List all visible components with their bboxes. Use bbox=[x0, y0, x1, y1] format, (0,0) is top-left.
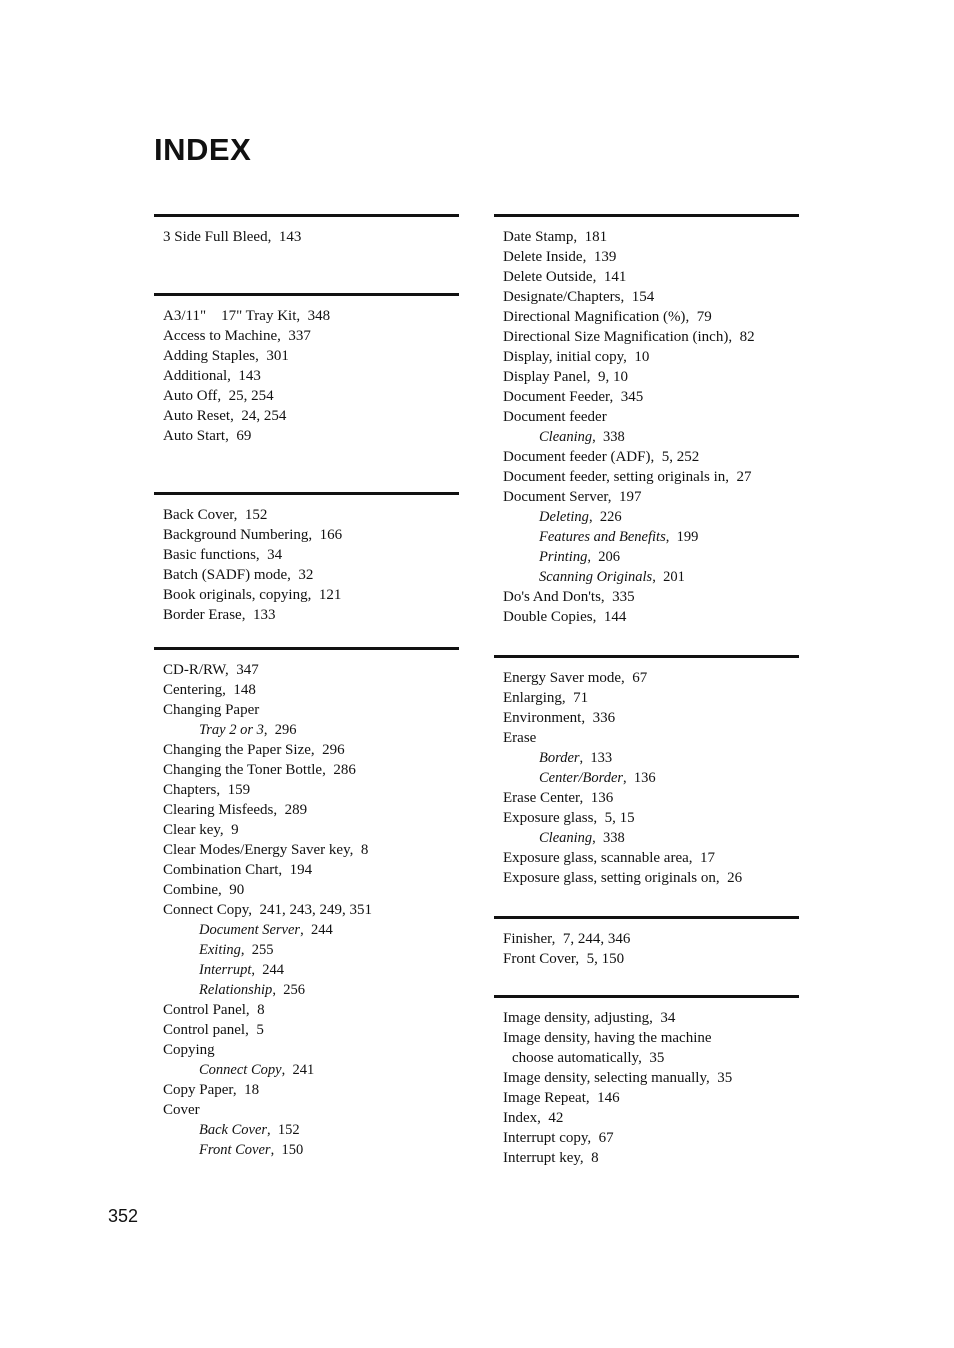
index-subentry bbox=[503, 828, 799, 848]
entry-term: Exposure glass bbox=[503, 810, 594, 826]
index-entry bbox=[503, 1128, 799, 1148]
entry-term: Copy Paper bbox=[163, 1082, 233, 1098]
entry-term: Image Repeat bbox=[503, 1090, 586, 1106]
entry-term: Directional Magnification (%) bbox=[503, 309, 686, 325]
subentry-term: Center/Border bbox=[539, 770, 624, 786]
index-entry bbox=[503, 247, 799, 267]
entry-term: Designate/Chapters bbox=[503, 289, 621, 305]
index-entry bbox=[503, 868, 799, 888]
entry-term: Book originals, copying bbox=[163, 587, 308, 603]
entry-pages: , 24, 254 bbox=[230, 408, 286, 424]
entry-pages: , 35 bbox=[638, 1050, 664, 1066]
entry-pages: , 8 bbox=[350, 842, 369, 858]
entry-pages: , 336 bbox=[581, 710, 615, 726]
entry-pages: , 8 bbox=[580, 1150, 599, 1166]
index-subentry bbox=[163, 1060, 459, 1080]
entry-term: Image density, adjusting bbox=[503, 1010, 650, 1026]
index-entry bbox=[163, 1000, 459, 1020]
entry-term: Chapters bbox=[163, 782, 217, 798]
entry-term: Erase Center bbox=[503, 790, 580, 806]
entry-term: Connect Copy bbox=[163, 902, 249, 918]
entry-pages: , 166 bbox=[308, 527, 342, 543]
index-entry bbox=[503, 1028, 799, 1048]
index-entry bbox=[163, 366, 459, 386]
entry-pages: , 35 bbox=[706, 1070, 732, 1086]
entry-term: Interrupt key bbox=[503, 1150, 580, 1166]
index-entry bbox=[503, 487, 799, 507]
entry-term: CD-R/RW bbox=[163, 662, 225, 678]
entry-pages: , 133 bbox=[242, 607, 276, 623]
entry-pages: , 34 bbox=[256, 547, 282, 563]
subentry-pages: , 150 bbox=[271, 1142, 304, 1158]
entry-pages: , 10 bbox=[623, 349, 649, 365]
index-entry bbox=[503, 1088, 799, 1108]
subentry-pages: , 226 bbox=[589, 509, 622, 525]
index-entry bbox=[503, 949, 799, 969]
entry-term: Additional bbox=[163, 368, 228, 384]
index-entry bbox=[503, 447, 799, 467]
index-entry bbox=[503, 808, 799, 828]
entry-term: Auto Off bbox=[163, 388, 218, 404]
index-subentry bbox=[163, 1140, 459, 1160]
index-entry bbox=[163, 900, 459, 920]
index-entry bbox=[163, 1040, 459, 1060]
subentry-pages: , 255 bbox=[241, 942, 274, 958]
entry-pages: , 348 bbox=[296, 308, 330, 324]
index-entry bbox=[163, 700, 459, 720]
index-entry bbox=[163, 406, 459, 426]
index-entry bbox=[503, 1068, 799, 1088]
entry-term: Erase bbox=[503, 730, 537, 746]
entry-term: Interrupt copy bbox=[503, 1130, 588, 1146]
index-subentry bbox=[503, 527, 799, 547]
entry-pages: , 7, 244, 346 bbox=[552, 931, 631, 947]
index-subentry bbox=[163, 920, 459, 940]
index-entry bbox=[163, 740, 459, 760]
entry-pages: , 335 bbox=[601, 589, 635, 605]
subentry-pages: , 133 bbox=[580, 750, 613, 766]
index-section bbox=[494, 655, 799, 888]
index-entry bbox=[503, 1148, 799, 1168]
entry-term: Adding Staples bbox=[163, 348, 256, 364]
entry-term: Centering bbox=[163, 682, 223, 698]
entry-pages: , 241, 243, 249, 351 bbox=[248, 902, 372, 918]
subentry-pages: , 136 bbox=[623, 770, 656, 786]
entry-pages: , 69 bbox=[225, 428, 251, 444]
entry-pages: , 34 bbox=[649, 1010, 675, 1026]
subentry-pages: , 338 bbox=[592, 830, 625, 846]
index-entry bbox=[503, 267, 799, 287]
index-subentry bbox=[503, 427, 799, 447]
index-entry bbox=[503, 467, 799, 487]
entry-pages: , 347 bbox=[225, 662, 259, 678]
index-entry bbox=[163, 505, 459, 525]
index-entry bbox=[163, 326, 459, 346]
subentry-term: Connect Copy bbox=[199, 1062, 282, 1078]
entry-pages: , 5 bbox=[245, 1022, 264, 1038]
entry-term: Display, initial copy bbox=[503, 349, 624, 365]
index-entry bbox=[503, 227, 799, 247]
index-entry bbox=[163, 1100, 459, 1120]
index-entry bbox=[163, 585, 459, 605]
index-column-left bbox=[154, 214, 459, 1160]
entry-term: Changing the Paper Size bbox=[163, 742, 311, 758]
entry-term: Document feeder bbox=[503, 409, 607, 425]
entry-pages: , 143 bbox=[227, 368, 261, 384]
index-section bbox=[154, 214, 459, 247]
entry-term: Display Panel bbox=[503, 369, 587, 385]
subentry-term: Tray 2 or 3 bbox=[199, 722, 264, 738]
subentry-term: Relationship bbox=[199, 982, 273, 998]
entry-term: Background Numbering bbox=[163, 527, 309, 543]
entry-pages: , 9, 10 bbox=[587, 369, 628, 385]
index-entry bbox=[503, 347, 799, 367]
entry-pages: , 136 bbox=[579, 790, 613, 806]
index-section bbox=[154, 647, 459, 1160]
index-entry bbox=[503, 688, 799, 708]
entry-term: Directional Size Magnification (inch) bbox=[503, 329, 729, 345]
index-entry bbox=[163, 426, 459, 446]
subentry-pages: , 244 bbox=[300, 922, 333, 938]
entry-term: Energy Saver mode bbox=[503, 670, 622, 686]
index-entry bbox=[503, 788, 799, 808]
entry-pages: , 67 bbox=[587, 1130, 613, 1146]
index-entry bbox=[503, 607, 799, 627]
index-entry bbox=[503, 708, 799, 728]
subentry-term: Front Cover bbox=[199, 1142, 271, 1158]
entry-term: Border Erase bbox=[163, 607, 242, 623]
index-subentry bbox=[503, 567, 799, 587]
entry-pages: , 90 bbox=[218, 882, 244, 898]
index-entry bbox=[503, 407, 799, 427]
entry-pages: , 345 bbox=[609, 389, 643, 405]
subentry-pages: , 206 bbox=[587, 549, 620, 565]
entry-term: Delete Outside bbox=[503, 269, 593, 285]
entry-term: choose automatically bbox=[512, 1050, 639, 1066]
index-section bbox=[494, 214, 799, 627]
index-subentry bbox=[163, 940, 459, 960]
index-entry bbox=[503, 1008, 799, 1028]
entry-term: Auto Start bbox=[163, 428, 226, 444]
index-entry bbox=[163, 680, 459, 700]
index-entry bbox=[163, 760, 459, 780]
subentry-term: Exiting bbox=[199, 942, 241, 958]
index-entry bbox=[503, 728, 799, 748]
index-entry bbox=[163, 545, 459, 565]
index-subentry bbox=[503, 768, 799, 788]
index-entry bbox=[163, 525, 459, 545]
subentry-pages: , 244 bbox=[251, 962, 284, 978]
entry-term: Changing the Toner Bottle bbox=[163, 762, 323, 778]
index-subentry bbox=[163, 720, 459, 740]
index-entry bbox=[163, 780, 459, 800]
subentry-term: Deleting bbox=[539, 509, 589, 525]
entry-pages: , 17 bbox=[689, 850, 715, 866]
entry-pages: , 18 bbox=[233, 1082, 259, 1098]
entry-term: Back Cover bbox=[163, 507, 234, 523]
subentry-term: Back Cover bbox=[199, 1122, 268, 1138]
index-entry bbox=[163, 1080, 459, 1100]
index-section bbox=[494, 995, 799, 1168]
entry-pages: , 26 bbox=[716, 870, 742, 886]
subentry-pages: , 296 bbox=[264, 722, 297, 738]
index-entry bbox=[503, 668, 799, 688]
subentry-term: Cleaning bbox=[539, 429, 593, 445]
entry-pages: , 146 bbox=[586, 1090, 620, 1106]
entry-term: Date Stamp bbox=[503, 229, 574, 245]
index-subentry bbox=[163, 980, 459, 1000]
entry-term: Document Server bbox=[503, 489, 608, 505]
entry-term: Auto Reset bbox=[163, 408, 231, 424]
entry-pages: , 337 bbox=[277, 328, 311, 344]
entry-pages: , 296 bbox=[311, 742, 345, 758]
entry-term: Do's And Don'ts bbox=[503, 589, 601, 605]
entry-pages: , 141 bbox=[593, 269, 627, 285]
index-entry bbox=[503, 387, 799, 407]
index-entry bbox=[163, 565, 459, 585]
entry-term: Combine bbox=[163, 882, 218, 898]
subentry-term: Printing bbox=[539, 549, 588, 565]
entry-term: Control panel bbox=[163, 1022, 246, 1038]
entry-pages: , 194 bbox=[278, 862, 312, 878]
subentry-term: Border bbox=[539, 750, 580, 766]
entry-term: Document Feeder bbox=[503, 389, 610, 405]
index-entry bbox=[503, 307, 799, 327]
subentry-pages: , 338 bbox=[592, 429, 625, 445]
entry-pages: , 5, 15 bbox=[593, 810, 634, 826]
subentry-pages: , 199 bbox=[666, 529, 699, 545]
entry-term: Clear key bbox=[163, 822, 220, 838]
entry-pages: , 8 bbox=[246, 1002, 265, 1018]
subentry-pages: , 152 bbox=[267, 1122, 300, 1138]
entry-pages: , 5, 252 bbox=[650, 449, 699, 465]
entry-pages: , 143 bbox=[268, 229, 302, 245]
entry-term: Batch (SADF) mode bbox=[163, 567, 288, 583]
index-entry bbox=[503, 848, 799, 868]
subentry-term: Scanning Originals bbox=[539, 569, 653, 585]
entry-pages: , 42 bbox=[537, 1110, 563, 1126]
index-entry bbox=[503, 367, 799, 387]
entry-pages: , 197 bbox=[608, 489, 642, 505]
entry-term: A3/11" 17" Tray Kit bbox=[163, 308, 297, 324]
entry-pages: , 32 bbox=[287, 567, 313, 583]
index-entry bbox=[163, 840, 459, 860]
entry-term: Changing Paper bbox=[163, 702, 260, 718]
entry-term: Document feeder, setting originals in bbox=[503, 469, 726, 485]
subentry-pages: , 256 bbox=[272, 982, 305, 998]
index-entry bbox=[163, 660, 459, 680]
index-entry bbox=[163, 820, 459, 840]
entry-term: Clearing Misfeeds bbox=[163, 802, 274, 818]
entry-term: Combination Chart bbox=[163, 862, 279, 878]
index-entry bbox=[163, 386, 459, 406]
entry-term: Finisher bbox=[503, 931, 552, 947]
subentry-pages: , 201 bbox=[652, 569, 685, 585]
index-entry bbox=[503, 1108, 799, 1128]
entry-pages: , 289 bbox=[273, 802, 307, 818]
entry-term: Cover bbox=[163, 1102, 200, 1118]
index-subentry bbox=[503, 507, 799, 527]
entry-term: 3 Side Full Bleed bbox=[163, 229, 268, 245]
entry-pages: , 301 bbox=[255, 348, 289, 364]
index-subentry bbox=[163, 960, 459, 980]
index-column-right bbox=[494, 214, 799, 1168]
entry-pages: , 139 bbox=[583, 249, 617, 265]
index-entry bbox=[163, 227, 459, 247]
subentry-term: Features and Benefits bbox=[539, 529, 666, 545]
entry-term: Index bbox=[503, 1110, 538, 1126]
index-subentry bbox=[163, 1120, 459, 1140]
entry-term: Image density, selecting manually bbox=[503, 1070, 706, 1086]
index-entry bbox=[163, 1020, 459, 1040]
index-section bbox=[494, 916, 799, 969]
index-entry bbox=[163, 346, 459, 366]
index-entry bbox=[163, 605, 459, 625]
entry-term: Front Cover bbox=[503, 951, 576, 967]
subentry-term: Document Server bbox=[199, 922, 301, 938]
index-subentry bbox=[503, 748, 799, 768]
entry-term: Exposure glass, setting originals on bbox=[503, 870, 716, 886]
entry-term: Delete Inside bbox=[503, 249, 583, 265]
entry-term: Copying bbox=[163, 1042, 215, 1058]
entry-pages: , 148 bbox=[222, 682, 256, 698]
index-subentry bbox=[503, 547, 799, 567]
entry-term: Document feeder (ADF) bbox=[503, 449, 651, 465]
index-entry bbox=[503, 587, 799, 607]
index-entry bbox=[163, 800, 459, 820]
subentry-term: Cleaning bbox=[539, 830, 593, 846]
entry-term: Exposure glass, scannable area bbox=[503, 850, 689, 866]
entry-pages: , 144 bbox=[593, 609, 627, 625]
index-entry bbox=[503, 287, 799, 307]
page-number: 352 bbox=[108, 1206, 139, 1226]
index-section bbox=[154, 293, 459, 446]
entry-term: Enlarging bbox=[503, 690, 562, 706]
entry-term: Environment bbox=[503, 710, 582, 726]
entry-term: Access to Machine bbox=[163, 328, 278, 344]
entry-pages: , 5, 150 bbox=[575, 951, 624, 967]
index-title: INDEX bbox=[154, 132, 252, 167]
entry-term: Clear Modes/Energy Saver key bbox=[163, 842, 350, 858]
entry-pages: , 27 bbox=[725, 469, 751, 485]
entry-term: Basic functions bbox=[163, 547, 256, 563]
entry-pages: , 152 bbox=[234, 507, 268, 523]
index-entry bbox=[163, 860, 459, 880]
entry-pages: , 71 bbox=[562, 690, 588, 706]
entry-pages: , 159 bbox=[216, 782, 250, 798]
index-entry bbox=[503, 327, 799, 347]
entry-pages: , 67 bbox=[621, 670, 647, 686]
entry-pages: , 79 bbox=[685, 309, 711, 325]
entry-term: Double Copies bbox=[503, 609, 593, 625]
index-entry bbox=[163, 306, 459, 326]
index-entry bbox=[163, 880, 459, 900]
entry-pages: , 121 bbox=[308, 587, 342, 603]
entry-pages: , 154 bbox=[620, 289, 654, 305]
subentry-pages: , 241 bbox=[282, 1062, 315, 1078]
subentry-term: Interrupt bbox=[199, 962, 252, 978]
entry-term: Control Panel bbox=[163, 1002, 246, 1018]
entry-pages: , 82 bbox=[728, 329, 754, 345]
entry-pages: , 9 bbox=[220, 822, 239, 838]
entry-term: Image density, having the machine bbox=[503, 1030, 712, 1046]
index-entry bbox=[503, 929, 799, 949]
entry-pages: , 25, 254 bbox=[217, 388, 273, 404]
entry-pages: , 181 bbox=[573, 229, 607, 245]
index-section bbox=[154, 492, 459, 625]
entry-pages: , 286 bbox=[322, 762, 356, 778]
index-entry-continuation bbox=[503, 1048, 799, 1068]
